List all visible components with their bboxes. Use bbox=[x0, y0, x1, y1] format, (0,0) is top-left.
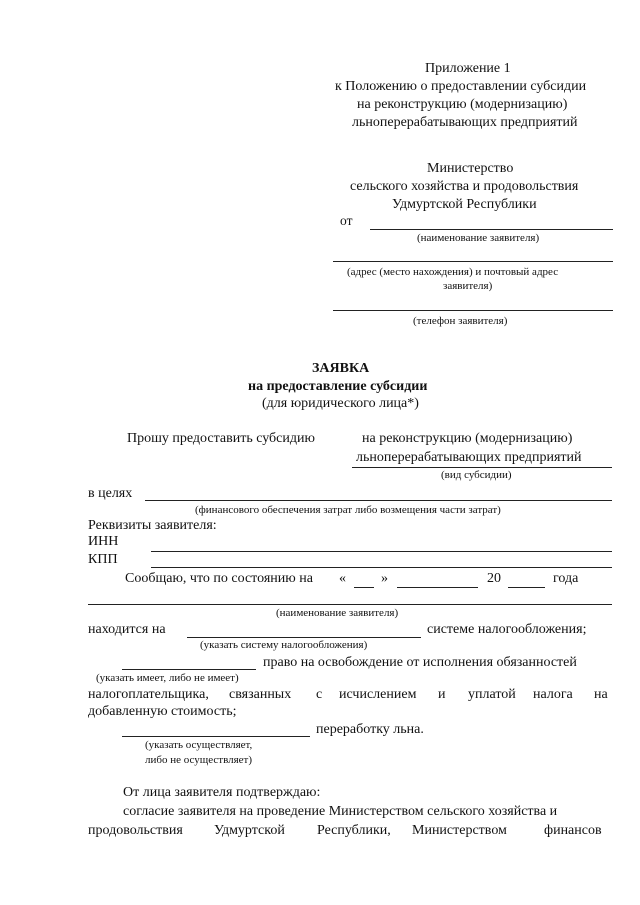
consent-l2-word-4: Министерством bbox=[412, 823, 507, 838]
tax-system-line bbox=[187, 637, 421, 638]
title-sub: на предоставление субсидии bbox=[248, 379, 428, 394]
inn-line bbox=[151, 551, 612, 552]
ministry-line1: Министерство bbox=[427, 161, 514, 176]
title-main: ЗАЯВКА bbox=[312, 361, 370, 376]
report-label: Сообщаю, что по состоянию на bbox=[125, 571, 313, 586]
tax-system-label: системе налогообложения; bbox=[427, 622, 587, 637]
hint-purpose: (финансового обеспечения затрат либо возмещения части затрат) bbox=[195, 504, 501, 516]
flax-text: переработку льна. bbox=[316, 722, 424, 737]
hint-flax-1: (указать осуществляет, bbox=[145, 739, 253, 751]
subsidy-type-line2: льноперерабатывающих предприятий bbox=[356, 450, 582, 465]
vat-word-3: с bbox=[316, 687, 323, 702]
subsidy-type-line1: на реконструкцию (модернизацию) bbox=[362, 431, 573, 446]
kpp-label: КПП bbox=[88, 552, 118, 567]
vat-word-8: на bbox=[594, 687, 608, 702]
appendix-ref-line2: к Положению о предоставлении субсидии bbox=[335, 79, 587, 94]
located-label: находится на bbox=[88, 622, 166, 637]
kpp-line bbox=[151, 567, 612, 568]
vat-line-2: добавленную стоимость; bbox=[88, 704, 237, 719]
hint-phone: (телефон заявителя) bbox=[413, 315, 508, 327]
purpose-line bbox=[145, 500, 612, 501]
subsidy-type-underline bbox=[352, 467, 612, 468]
hint-address-1: (адрес (место нахождения) и почтовый адрес bbox=[347, 266, 559, 278]
year-suffix: года bbox=[553, 571, 579, 586]
day-line bbox=[354, 587, 374, 588]
appendix-ref-line4: льноперерабатывающих предприятий bbox=[352, 115, 578, 130]
ministry-line2: сельского хозяйства и продовольствия bbox=[350, 179, 579, 194]
exemption-text: право на освобождение от исполнения обязанностей bbox=[263, 655, 577, 670]
confirm-label: От лица заявителя подтверждаю: bbox=[123, 785, 321, 800]
quote-close: » bbox=[381, 571, 388, 586]
consent-l2-word-3: Республики, bbox=[317, 823, 391, 838]
hint-has: (указать имеет, либо не имеет) bbox=[96, 672, 239, 684]
hint-applicant-name-2: (наименование заявителя) bbox=[276, 607, 399, 619]
exemption-line bbox=[122, 669, 256, 670]
vat-word-6: уплатой bbox=[468, 687, 516, 702]
appendix-number: Приложение 1 bbox=[425, 61, 511, 76]
quote-open: « bbox=[339, 571, 346, 586]
applicant-phone-line bbox=[333, 310, 613, 311]
ministry-line3: Удмуртской Республики bbox=[392, 197, 537, 212]
inn-label: ИНН bbox=[88, 534, 119, 549]
vat-word-2: связанных bbox=[229, 687, 292, 702]
hint-applicant-name: (наименование заявителя) bbox=[417, 232, 540, 244]
flax-line bbox=[122, 736, 310, 737]
vat-word-4: исчислением bbox=[339, 687, 417, 702]
purpose-label: в целях bbox=[88, 486, 133, 501]
year-line bbox=[508, 587, 545, 588]
hint-tax-system: (указать систему налогообложения) bbox=[200, 639, 368, 651]
applicant-address-line bbox=[333, 261, 613, 262]
vat-word-7: налога bbox=[533, 687, 573, 702]
hint-subsidy-type: (вид субсидии) bbox=[441, 469, 512, 481]
appendix-ref-line3: на реконструкцию (модернизацию) bbox=[357, 97, 568, 112]
hint-flax-2: либо не осуществляет) bbox=[145, 754, 253, 766]
consent-l2-word-5: финансов bbox=[544, 823, 602, 838]
requisites-label: Реквизиты заявителя: bbox=[88, 518, 217, 533]
title-note: (для юридического лица*) bbox=[262, 396, 419, 411]
applicant-name-line-2 bbox=[88, 604, 612, 605]
request-label: Прошу предоставить субсидию bbox=[127, 431, 315, 446]
consent-line-1: согласие заявителя на проведение Министерством сельского хозяйства и bbox=[123, 804, 558, 819]
vat-word-5: и bbox=[438, 687, 446, 702]
month-line bbox=[397, 587, 478, 588]
year-prefix: 20 bbox=[487, 571, 501, 586]
consent-l2-word-1: продовольствия bbox=[88, 823, 183, 838]
hint-address-2: заявителя) bbox=[443, 280, 493, 292]
consent-l2-word-2: Удмуртской bbox=[214, 823, 285, 838]
vat-word-1: налогоплательщика, bbox=[88, 687, 209, 702]
from-label: от bbox=[340, 213, 353, 228]
applicant-name-line bbox=[370, 229, 613, 230]
